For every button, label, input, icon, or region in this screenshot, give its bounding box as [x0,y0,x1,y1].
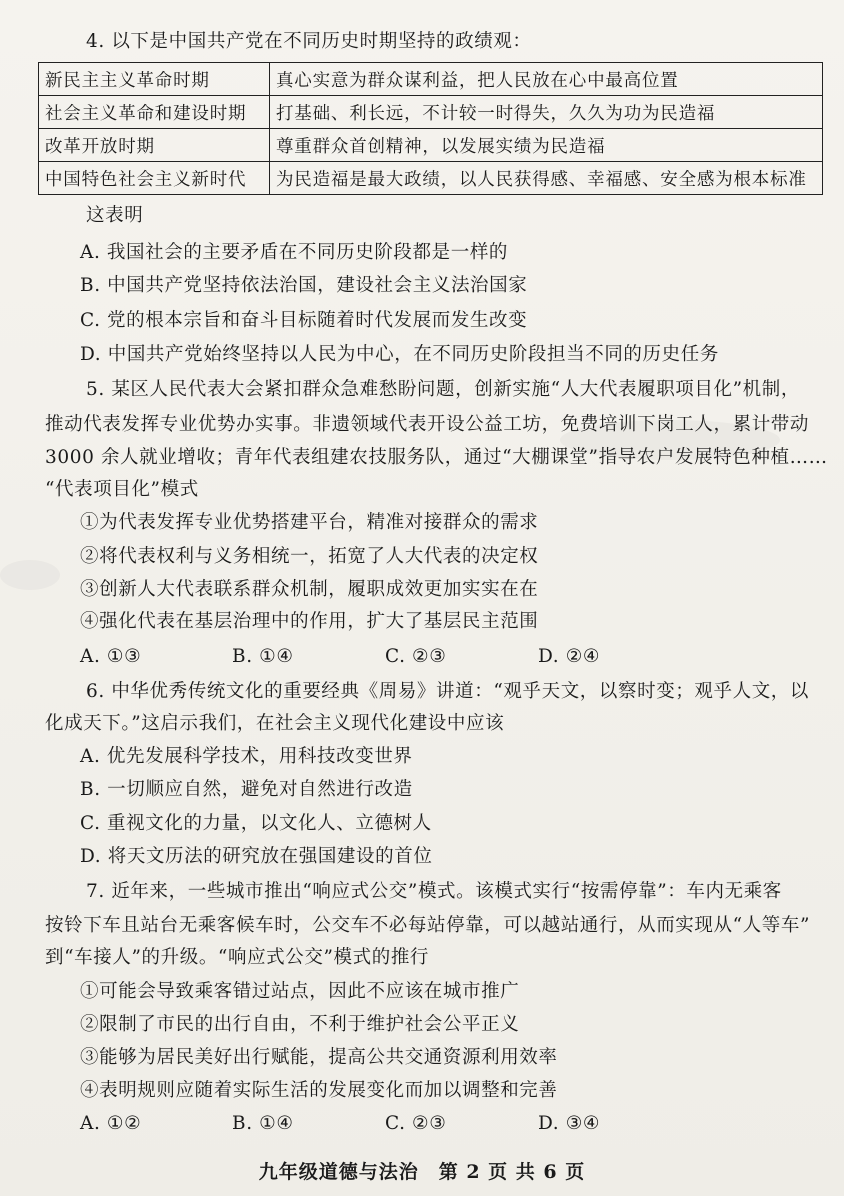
q7-choice-d: D. ③④ [538,1113,601,1134]
q5-statement: ③创新人大代表联系群众机制，履职成效更加实实在在 [80,579,539,600]
q5-stem-line: “代表项目化”模式 [45,479,199,500]
q5-choice-b: B. ①④ [232,646,294,667]
era-cell: 中国特色社会主义新时代 [39,162,270,195]
q5-choice-a: A. ①③ [80,646,142,667]
q4-stem: 4. 以下是中国共产党在不同历史时期坚持的政绩观： [86,31,532,52]
q7-statement: ③能够为居民美好出行赋能，提高公共交通资源利用效率 [80,1047,558,1068]
q7-statement: ①可能会导致乘客错过站点，因此不应该在城市推广 [80,981,520,1002]
q5-statement: ①为代表发挥专业优势搭建平台，精准对接群众的需求 [80,512,539,533]
q6-stem-line: 化成天下。”这启示我们，在社会主义现代化建设中应该 [45,713,505,734]
q5-stem-line: 5. 某区人民代表大会紧扣群众急难愁盼问题，创新实施“人大代表履职项目化”机制， [86,379,800,400]
q4-option-d: D. 中国共产党始终坚持以人民为中心，在不同历史阶段担当不同的历史任务 [80,344,719,365]
q6-option-c: C. 重视文化的力量，以文化人、立德树人 [80,813,432,834]
q5-choice-c: C. ②③ [385,646,447,667]
q7-statement: ④表明规则应随着实际生活的发展变化而加以调整和完善 [80,1080,558,1101]
q5-choice-d: D. ②④ [538,646,601,667]
era-cell: 改革开放时期 [39,129,270,162]
q5-statement: ④强化代表在基层治理中的作用，扩大了基层民主范围 [80,611,539,632]
q4-tail: 这表明 [86,205,144,226]
table-row [39,63,823,96]
view-cell: 真心实意为群众谋利益，把人民放在心中最高位置 [270,63,823,96]
q6-option-a: A. 优先发展科学技术，用科技改变世界 [80,746,413,767]
q6-stem-line: 6. 中华优秀传统文化的重要经典《周易》讲道：“观乎天文，以察时变；观乎人文，以 [86,681,809,702]
q4-option-b: B. 中国共产党坚持依法治国，建设社会主义法治国家 [80,275,528,296]
q6-option-b: B. 一切顺应自然，避免对自然进行改造 [80,779,413,800]
view-cell: 为民造福是最大政绩，以人民获得感、幸福感、安全感为根本标准 [270,162,823,195]
view-cell: 尊重群众首创精神，以发展实绩为民造福 [270,129,823,162]
q7-choice-c: C. ②③ [385,1113,447,1134]
era-cell: 社会主义革命和建设时期 [39,96,270,129]
q4-option-c: C. 党的根本宗旨和奋斗目标随着时代发展而发生改变 [80,310,528,331]
table-row [39,162,823,195]
scan-smudge [0,560,60,590]
q5-statement: ②将代表权利与义务相统一，拓宽了人大代表的决定权 [80,546,539,567]
q7-statement: ②限制了市民的出行自由，不利于维护社会公平正义 [80,1014,520,1035]
q7-stem-line: 按铃下车且站台无乘客候车时，公交车不必每站停靠，可以越站通行，从而实现从“人等车” [45,915,811,936]
era-cell: 新民主主义革命时期 [39,63,270,96]
q7-choice-a: A. ①② [80,1113,142,1134]
q7-stem-line: 到“车接人”的升级。“响应式公交”模式的推行 [45,947,430,968]
page-footer: 九年级道德与法治 第 2 页 共 6 页 [258,1161,586,1183]
q7-stem-line: 7. 近年来，一些城市推出“响应式公交”模式。该模式实行“按需停靠”：车内无乘客 [86,881,782,902]
q4-policy-table [38,62,823,195]
table-row [39,129,823,162]
table-row [39,96,823,129]
q4-option-a: A. 我国社会的主要矛盾在不同历史阶段都是一样的 [80,242,509,263]
view-cell: 打基础、利长远，不计较一时得失，久久为功为民造福 [270,96,823,129]
q5-stem-line: 推动代表发挥专业优势办实事。非遗领域代表开设公益工坊，免费培训下岗工人，累计带动 [45,414,810,435]
q5-stem-line: 3000 余人就业增收；青年代表组建农技服务队，通过“大棚课堂”指导农户发展特色种植…… [45,447,828,468]
q6-option-d: D. 将天文历法的研究放在强国建设的首位 [80,846,433,867]
q7-choice-b: B. ①④ [232,1113,294,1134]
